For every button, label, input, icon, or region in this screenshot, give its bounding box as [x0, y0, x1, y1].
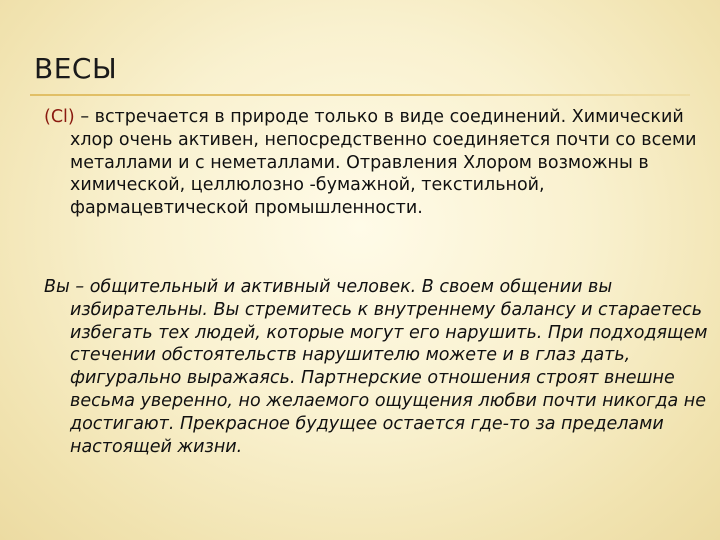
title-divider — [30, 94, 690, 96]
element-symbol: (Cl) — [44, 107, 75, 127]
horoscope-paragraph: Вы – общительный и активный человек. В своем общении вы избирательны. Вы стремитесь к внутреннему балансу и стараетесь избегать тех людей, которые могут его нарушить. При подходящем стечении обстоятельств нарушителю можете и в глаз дать, фигурально выражаясь. Партнерские отношения строят внешне весьма уверенно, но желаемого ощущения любви почти никогда не достигают. Прекрасное будущее остается где-то за пределами настоящей жизни. — [44, 277, 708, 457]
chlorine-text: – встречается в природе только в виде соединений. Химический хлор очень активен, непосредственно соединяется почти со всеми металлами и с неметаллами. Отравления Хлором возможны в химической, целлюлозно -бумажной, текстильной, фармацевтической промышленности. — [70, 107, 697, 219]
chlorine-paragraph — [44, 106, 720, 220]
slide-title: ВЕСЫ — [34, 52, 118, 85]
